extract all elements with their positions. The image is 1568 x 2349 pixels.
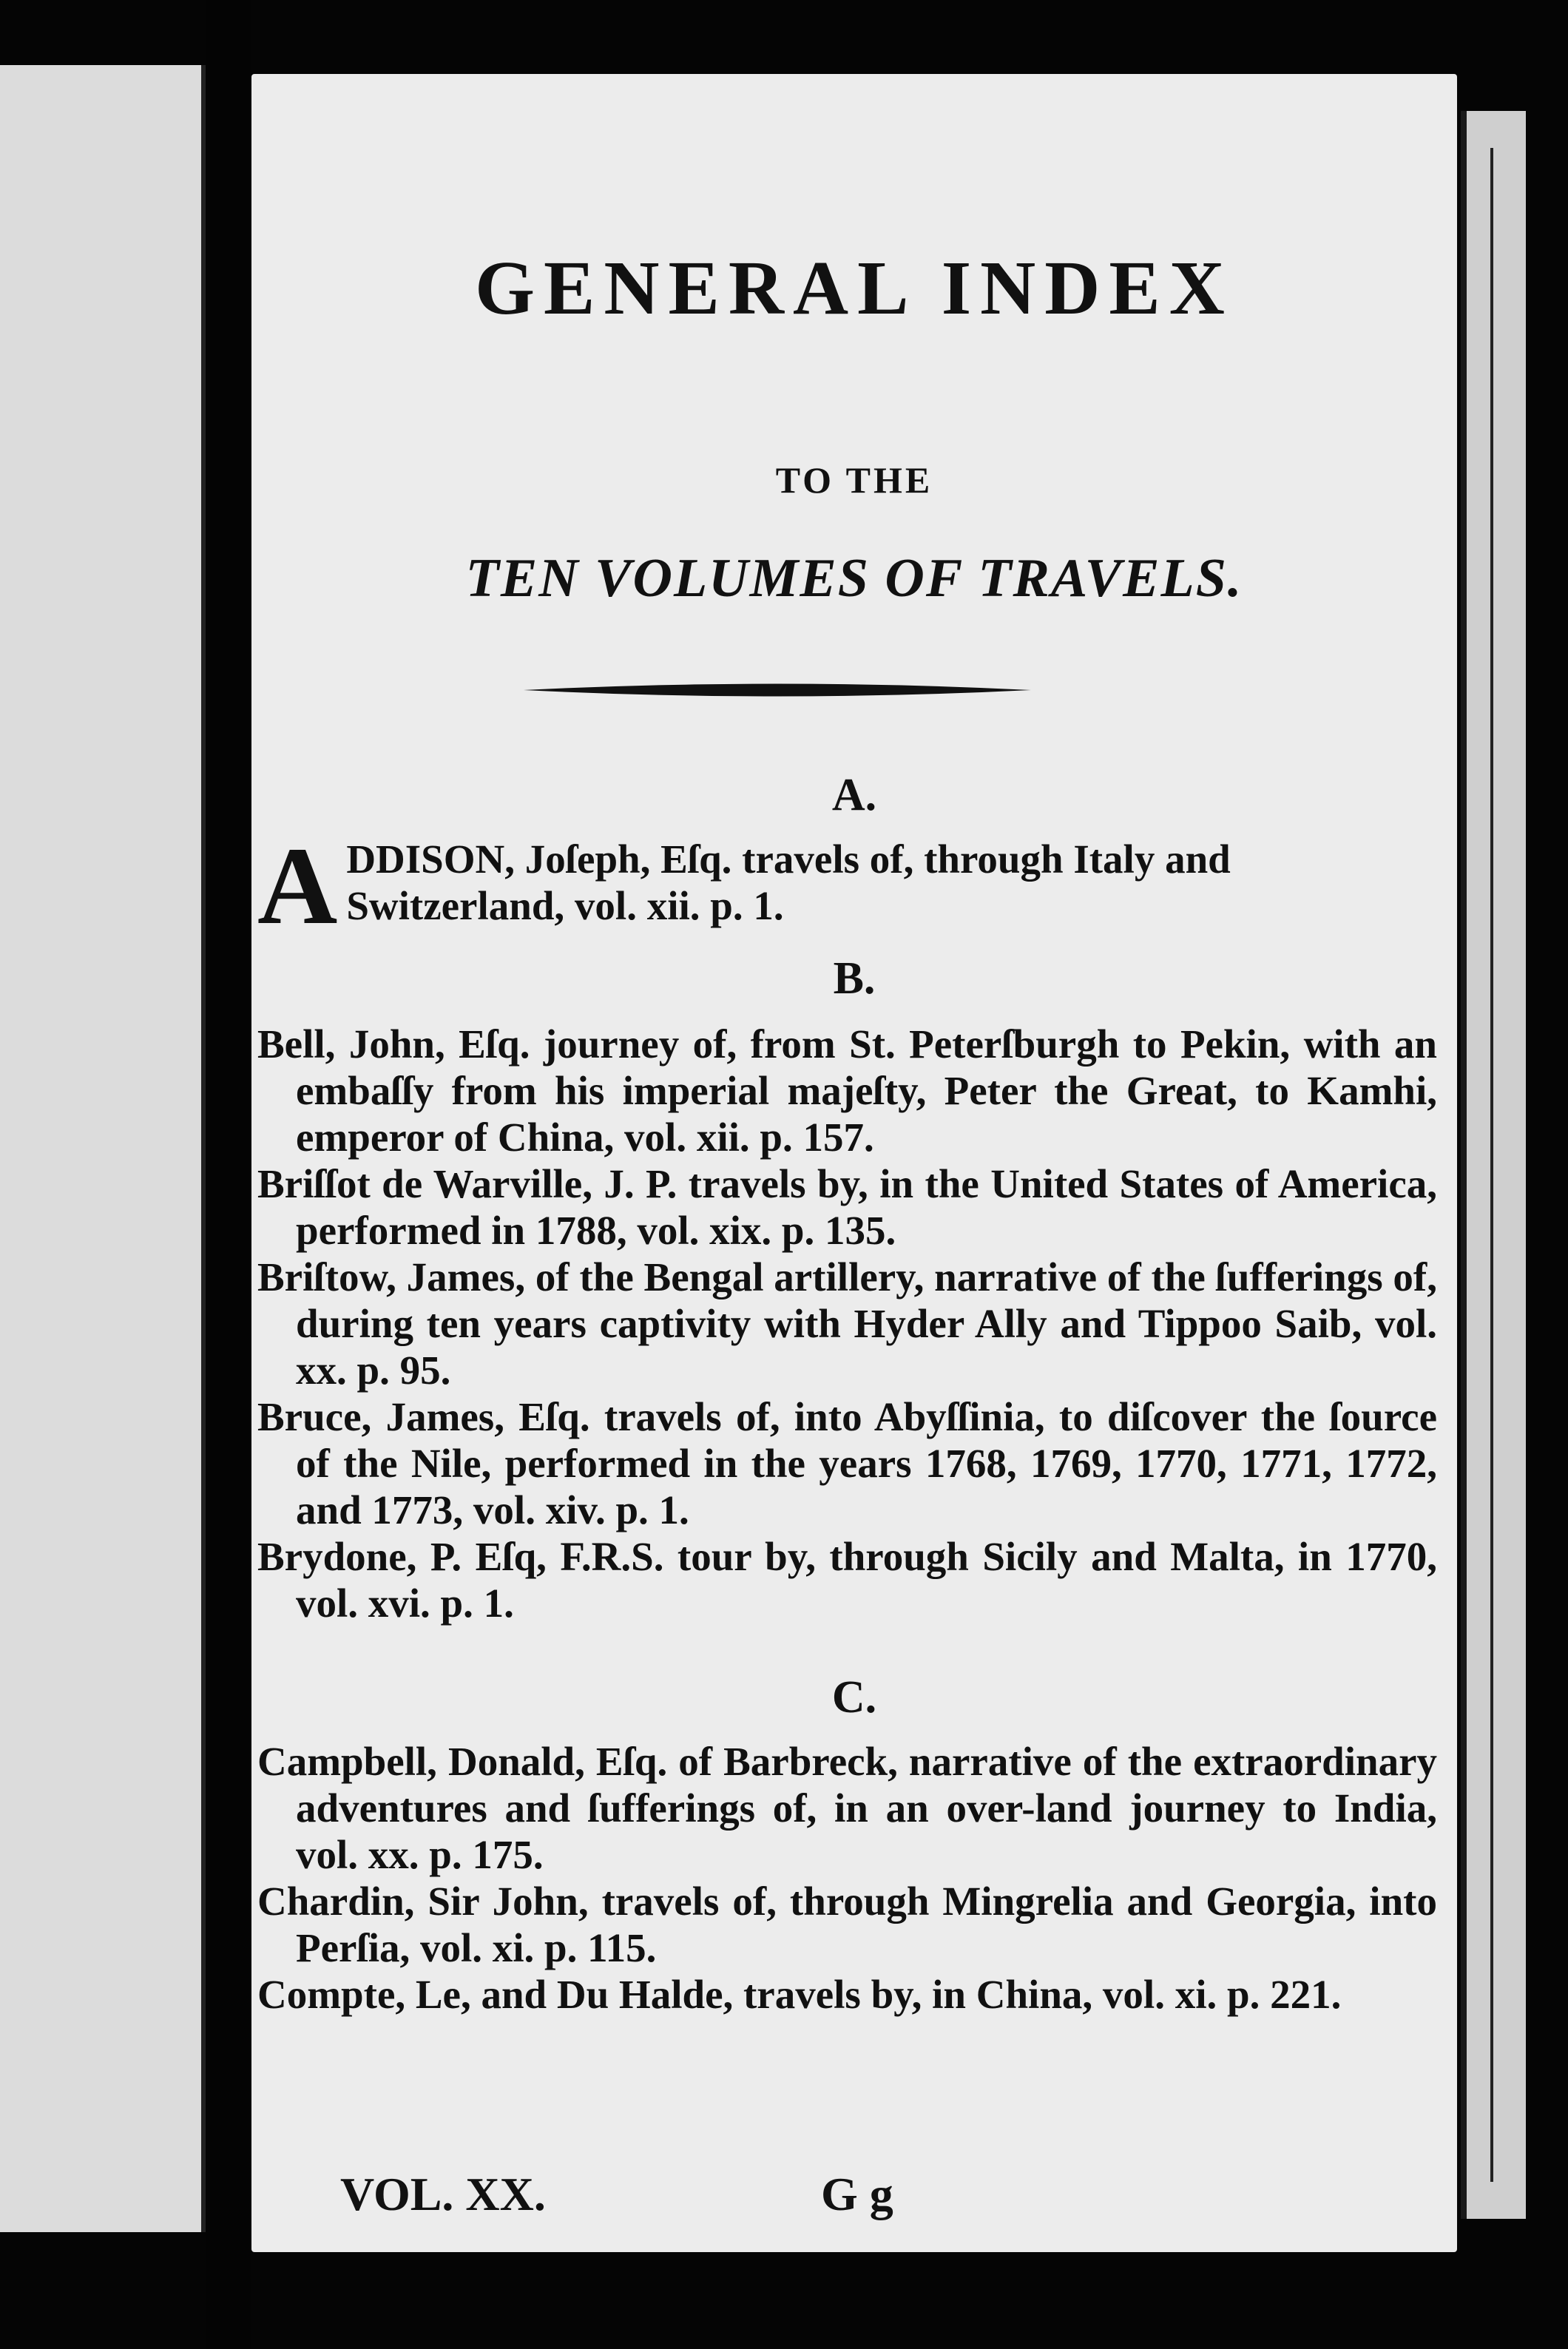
index-entry: Brydone, P. Eſq, F.R.S. tour by, through Sicily and Malta, in 1770, vol. xvi. p. 1. (257, 1534, 1437, 1626)
index-entry: Briſtow, James, of the Bengal artillery, narrative of the ſufferings of, during ten years captivity with Hyder Ally and Tippoo Saib, vol. xx. p. 95. (257, 1254, 1437, 1393)
section-letter-c: C. (831, 1672, 877, 1723)
volume-label: VOL. XX. (340, 2168, 546, 2220)
facing-page-edge (0, 65, 206, 2232)
page-title: GENERAL INDEX (475, 246, 1234, 331)
index-entry-text: DDISON, Joſeph, Eſq. travels of, through Italy and Switzerland, vol. xii. p. 1. (346, 836, 1231, 928)
index-list-b (257, 1021, 1437, 1626)
page-subtitle: TEN VOLUMES OF TRAVELS. (465, 548, 1243, 609)
index-entry: Bell, John, Eſq. journey of, from St. Peterſburgh to Pekin, with an embaſſy from his imperial majeſty, Peter the Great, to Kamhi, emperor of China, vol. xii. p. 157. (257, 1021, 1437, 1160)
page-stack-line (1490, 148, 1493, 2182)
index-entry: Chardin, Sir John, travels of, through Mingrelia and Georgia, into Perſia, vol. xi. p. 115. (257, 1879, 1437, 1970)
book-gutter (206, 0, 251, 2349)
index-entry: Compte, Le, and Du Halde, travels by, in China, vol. xi. p. 221. (257, 1972, 1342, 2017)
index-entry-addison (257, 825, 1437, 947)
signature-mark: G g (821, 2168, 893, 2220)
index-entry: Campbell, Donald, Eſq. of Barbreck, narrative of the extraordinary adventures and ſufferings of, in an over-land journey to India, vol. xx. p. 175. (257, 1739, 1437, 1877)
page-subheading: TO THE (775, 459, 933, 501)
section-letter-b: B. (833, 953, 876, 1004)
page-content (251, 74, 1457, 2252)
index-entry: Bruce, James, Eſq. travels of, into Abyſſinia, to diſcover the ſource of the Nile, performed in the years 1768, 1769, 1770, 1771, 1772, and 1773, vol. xiv. p. 1. (257, 1394, 1437, 1532)
index-entry: Briſſot de Warville, J. P. travels by, in the United States of America, performed in 1788, vol. xix. p. 135. (257, 1161, 1437, 1253)
book-page (251, 74, 1457, 2252)
ornamental-rule (524, 682, 1031, 698)
section-letter-a: A. (831, 770, 877, 820)
drop-cap: A (257, 825, 338, 947)
index-list-c (257, 1738, 1437, 2018)
page-stack-edge (1461, 111, 1526, 2219)
